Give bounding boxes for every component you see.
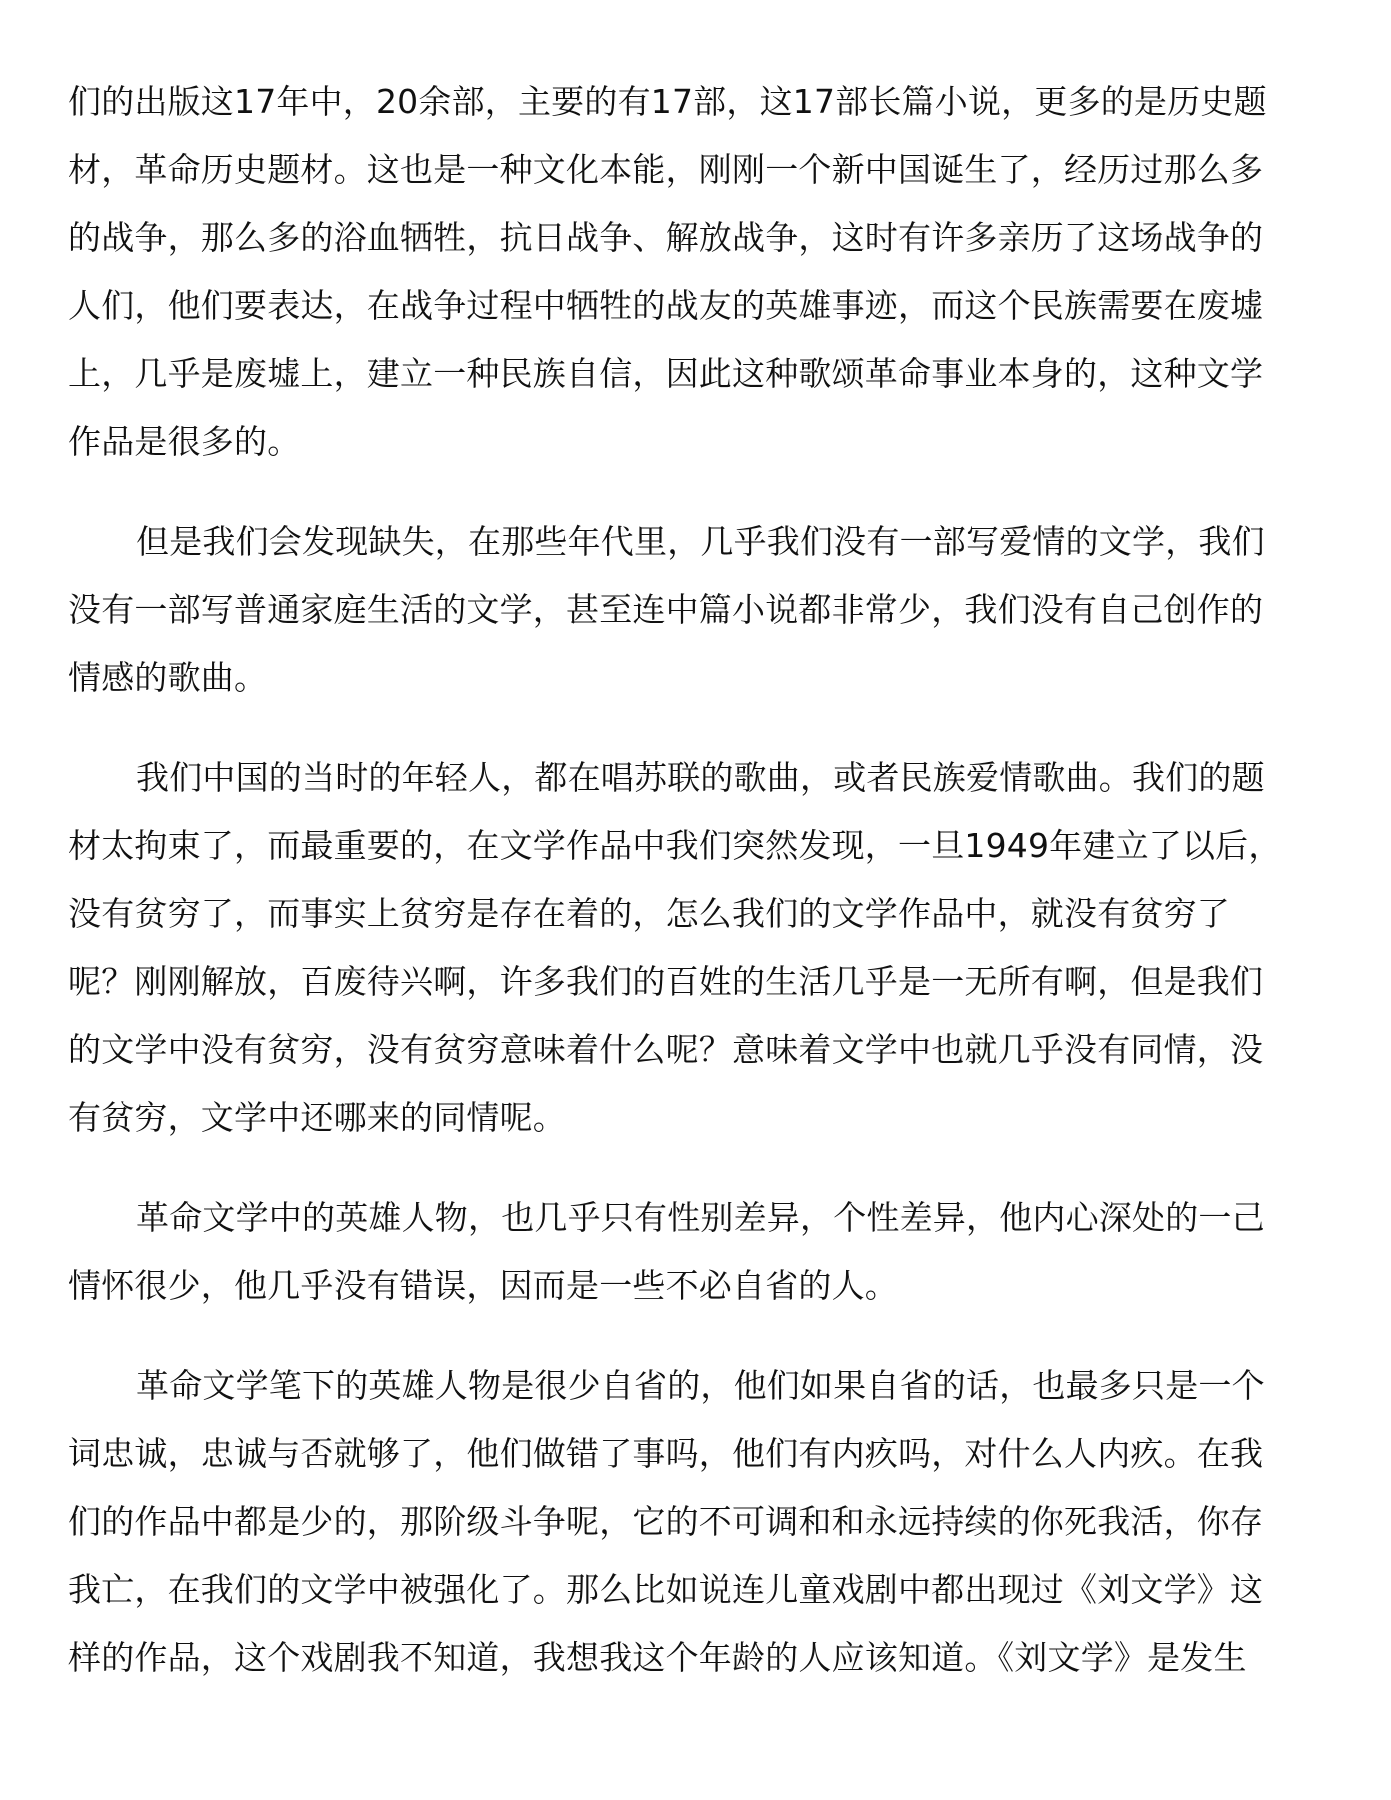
- text-line: 材，革命历史题材。这也是一种文化本能，刚刚一个新中国诞生了，经历过那么多: [68, 150, 1264, 189]
- text-line: 的文学中没有贫穷，没有贫穷意味着什么呢？意味着文学中也就几乎没有同情，没: [68, 1030, 1264, 1069]
- paragraph-5: [68, 1352, 1299, 1692]
- paragraph-4: [68, 1184, 1299, 1320]
- paragraph-2: [68, 508, 1299, 712]
- text-line: 没有贫穷了，而事实上贫穷是存在着的，怎么我们的文学作品中，就没有贫穷了: [68, 894, 1230, 933]
- text-line: 材太拘束了，而最重要的，在文学作品中我们突然发现，一旦1949年建立了以后，: [68, 826, 1282, 865]
- text-line: 作品是很多的。: [68, 422, 301, 461]
- paragraph-3: [68, 744, 1299, 1152]
- paragraph-1: [68, 68, 1299, 476]
- text-line: 没有一部写普通家庭生活的文学，甚至连中篇小说都非常少，我们没有自己创作的: [68, 590, 1264, 629]
- text-line: 情怀很少，他几乎没有错误，因而是一些不必自省的人。: [68, 1266, 898, 1305]
- text-line: 有贫穷，文学中还哪来的同情呢。: [68, 1098, 566, 1137]
- text-line: 呢？刚刚解放，百废待兴啊，许多我们的百姓的生活几乎是一无所有啊，但是我们: [68, 962, 1264, 1001]
- text-line: 们的出版这17年中，20余部，主要的有17部，这17部长篇小说，更多的是历史题: [68, 82, 1267, 121]
- text-line: 情感的歌曲。: [68, 658, 268, 697]
- text-line: 样的作品，这个戏剧我不知道，我想我这个年龄的人应该知道。《刘文学》是发生: [68, 1638, 1247, 1677]
- text-line: 的战争，那么多的浴血牺牲，抗日战争、解放战争，这时有许多亲历了这场战争的: [68, 218, 1264, 257]
- text-line: 革命文学中的英雄人物，也几乎只有性别差异，个性差异，他内心深处的一己: [136, 1198, 1265, 1237]
- text-line: 词忠诚，忠诚与否就够了，他们做错了事吗，他们有内疚吗，对什么人内疚。在我: [68, 1434, 1264, 1473]
- text-line: 革命文学笔下的英雄人物是很少自省的，他们如果自省的话，也最多只是一个: [136, 1366, 1265, 1405]
- text-line: 但是我们会发现缺失，在那些年代里，几乎我们没有一部写爱情的文学，我们: [136, 522, 1265, 561]
- text-line: 我亡，在我们的文学中被强化了。那么比如说连儿童戏剧中都出现过《刘文学》这: [68, 1570, 1264, 1609]
- text-line: 人们，他们要表达，在战争过程中牺牲的战友的英雄事迹，而这个民族需要在废墟: [68, 286, 1264, 325]
- text-line: 们的作品中都是少的，那阶级斗争呢，它的不可调和和永远持续的你死我活，你存: [68, 1502, 1264, 1541]
- text-line: 上，几乎是废墟上，建立一种民族自信，因此这种歌颂革命事业本身的，这种文学: [68, 354, 1264, 393]
- text-line: 我们中国的当时的年轻人，都在唱苏联的歌曲，或者民族爱情歌曲。我们的题: [136, 758, 1265, 797]
